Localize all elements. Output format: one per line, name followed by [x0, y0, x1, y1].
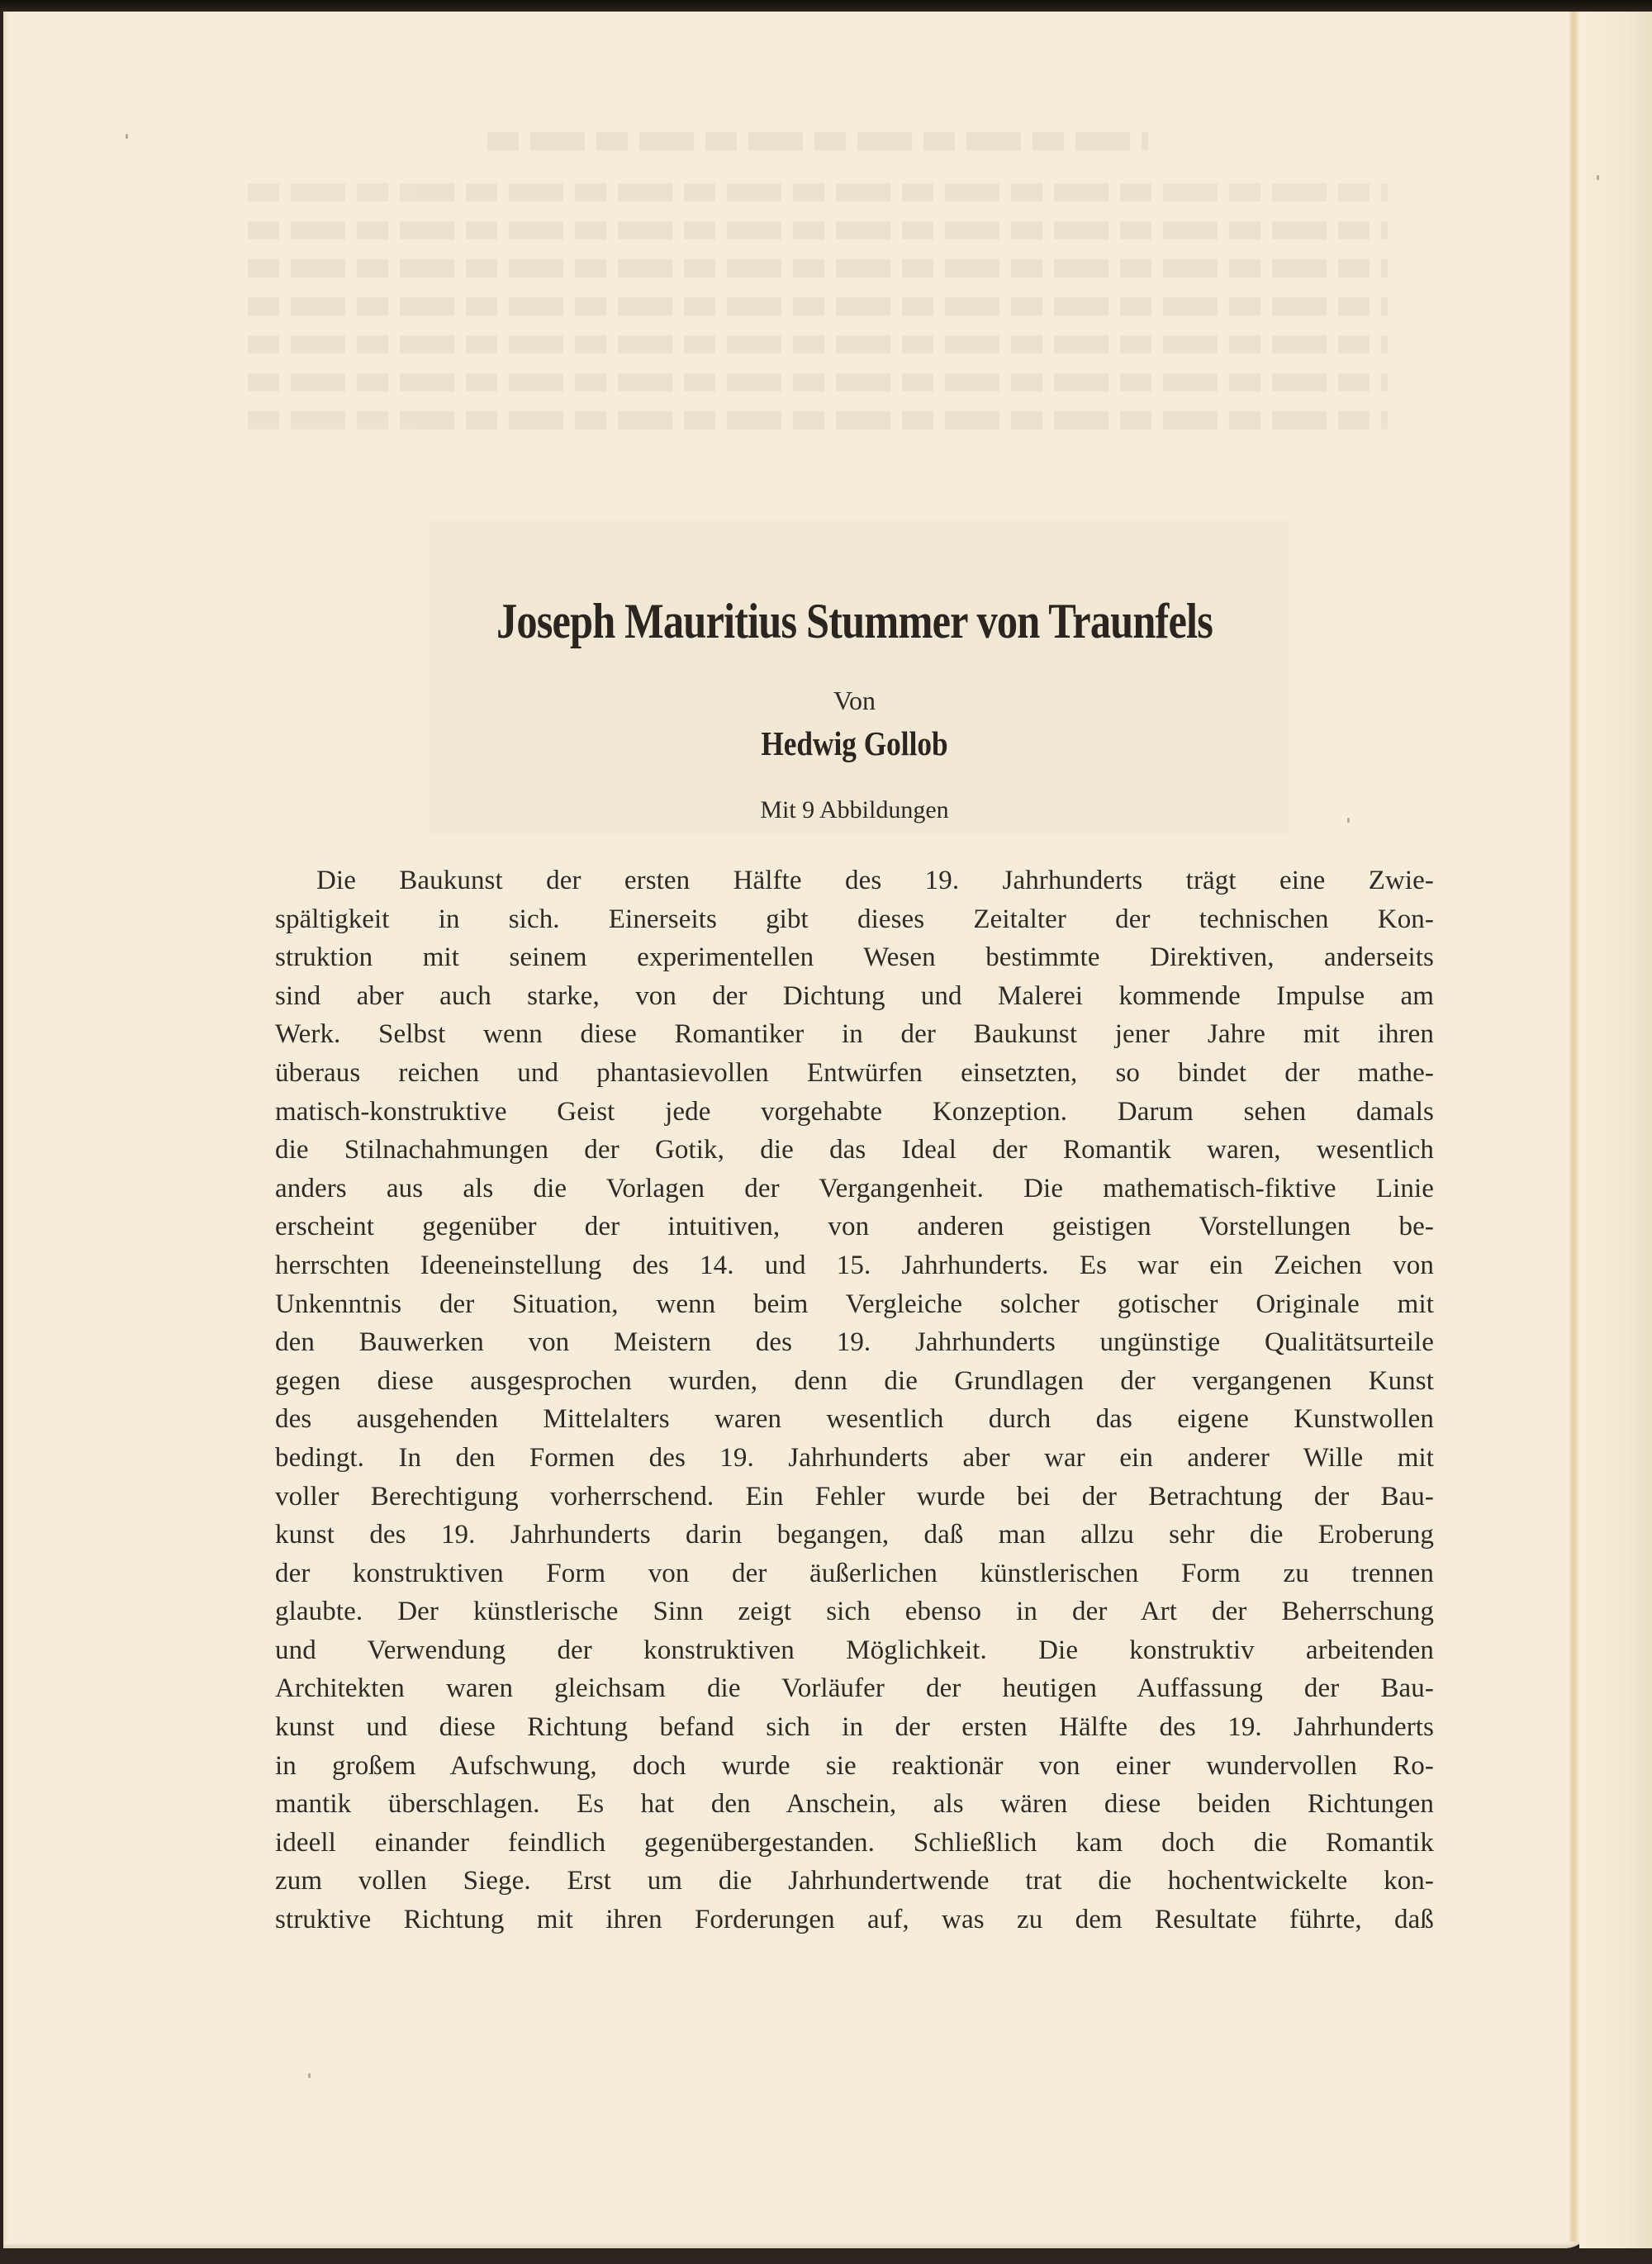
body-line: mantik überschlagen. Es hat den Anschein, als wären diese beiden Richtungen: [275, 1789, 1434, 1820]
body-line: kunst des 19. Jahrhunderts darin begangen, daß man allzu sehr die Eroberung: [275, 1520, 1434, 1550]
page-left-edge: [3, 12, 8, 2242]
body-line: gegen diese ausgesprochen wurden, denn die Grundlagen der vergangenen Kunst: [275, 1365, 1434, 1396]
figures-note: Mit 9 Abbildungen: [760, 796, 949, 823]
body-line: Die Baukunst der ersten Hälfte des 19. Jahrhunderts trägt eine Zwie-: [316, 866, 1434, 895]
body-line: bedingt. In den Formen des 19. Jahrhunderts aber war ein anderer Wille mit: [275, 1442, 1434, 1473]
body-line: matisch-konstruktive Geist jede vorgehabte Konzeption. Darum sehen damals: [275, 1096, 1434, 1127]
paper-speck: [308, 2073, 311, 2078]
body-line: in großem Aufschwung, doch wurde sie reaktionär von einer wundervollen Ro-: [275, 1750, 1434, 1781]
body-line: den Bauwerken von Meistern des 19. Jahrhunderts ungünstige Qualitätsurteile: [275, 1327, 1434, 1358]
body-line: herrschten Ideeneinstellung des 14. und 15. Jahrhunderts. Es war ein Zeichen von: [275, 1250, 1434, 1280]
page-gutter-fold: [1569, 12, 1579, 2242]
body-line: die Stilnachahmungen der Gotik, die das Ideal der Romantik waren, wesentlich: [275, 1135, 1434, 1165]
adjacent-page-edge: [1579, 12, 1652, 2248]
byline-prefix: Von: [833, 686, 876, 715]
paper-speck: [1597, 175, 1599, 180]
article-author: Hedwig Gollob: [761, 724, 948, 762]
body-line: struktive Richtung mit ihren Forderungen auf, was zu dem Resultate führte, daß: [275, 1905, 1434, 1935]
body-line: überaus reichen und phantasievollen Entwürfen einsetzten, so bindet der mathe-: [275, 1057, 1434, 1088]
body-line: der konstruktiven Form von der äußerlichen künstlerischen Form zu trennen: [275, 1558, 1434, 1588]
body-line: glaubte. Der künstlerische Sinn zeigt sich ebenso in der Art der Beherrschung: [275, 1597, 1434, 1627]
scan-border-bottom: [0, 2248, 1652, 2264]
body-line: voller Berechtigung vorherrschend. Ein Fehler wurde bei der Betrachtung der Bau-: [275, 1481, 1434, 1512]
article-body: [275, 861, 1434, 1939]
body-line: sind aber auch starke, von der Dichtung und Malerei kommende Impulse am: [275, 980, 1434, 1011]
paper-speck: [126, 134, 128, 139]
body-line: Architekten waren gleichsam die Vorläufer der heutigen Auffassung der Bau-: [275, 1673, 1434, 1704]
body-line: kunst und diese Richtung befand sich in der ersten Hälfte des 19. Jahrhunderts: [275, 1712, 1434, 1743]
body-line: Unkenntnis der Situation, wenn beim Vergleiche solcher gotischer Originale mit: [275, 1289, 1434, 1319]
body-line: zum vollen Siege. Erst um die Jahrhundertwende trat die hochentwickelte kon-: [275, 1866, 1434, 1896]
body-line: erscheint gegenüber der intuitiven, von anderen geistigen Vorstellungen be-: [275, 1212, 1434, 1242]
body-line: anders aus als die Vorlagen der Vergangenheit. Die mathematisch-fiktive Linie: [275, 1173, 1434, 1203]
body-line: des ausgehenden Mittelalters waren wesentlich durch das eigene Kunstwollen: [275, 1404, 1434, 1435]
body-line: struktion mit seinem experimentellen Wesen bestimmte Direktiven, anderseits: [275, 942, 1434, 973]
body-line: ideell einander feindlich gegenübergestanden. Schließlich kam doch die Romantik: [275, 1827, 1434, 1858]
body-line: und Verwendung der konstruktiven Möglichkeit. Die konstruktiv arbeitenden: [275, 1635, 1434, 1665]
body-line: Werk. Selbst wenn diese Romantiker in der Baukunst jener Jahre mit ihren: [275, 1019, 1434, 1050]
scan-border-top: [0, 0, 1652, 12]
body-line: spältigkeit in sich. Einerseits gibt dieses Zeitalter der technischen Kon-: [275, 904, 1434, 934]
article-title: Joseph Mauritius Stummer von Traunfels: [496, 594, 1213, 648]
